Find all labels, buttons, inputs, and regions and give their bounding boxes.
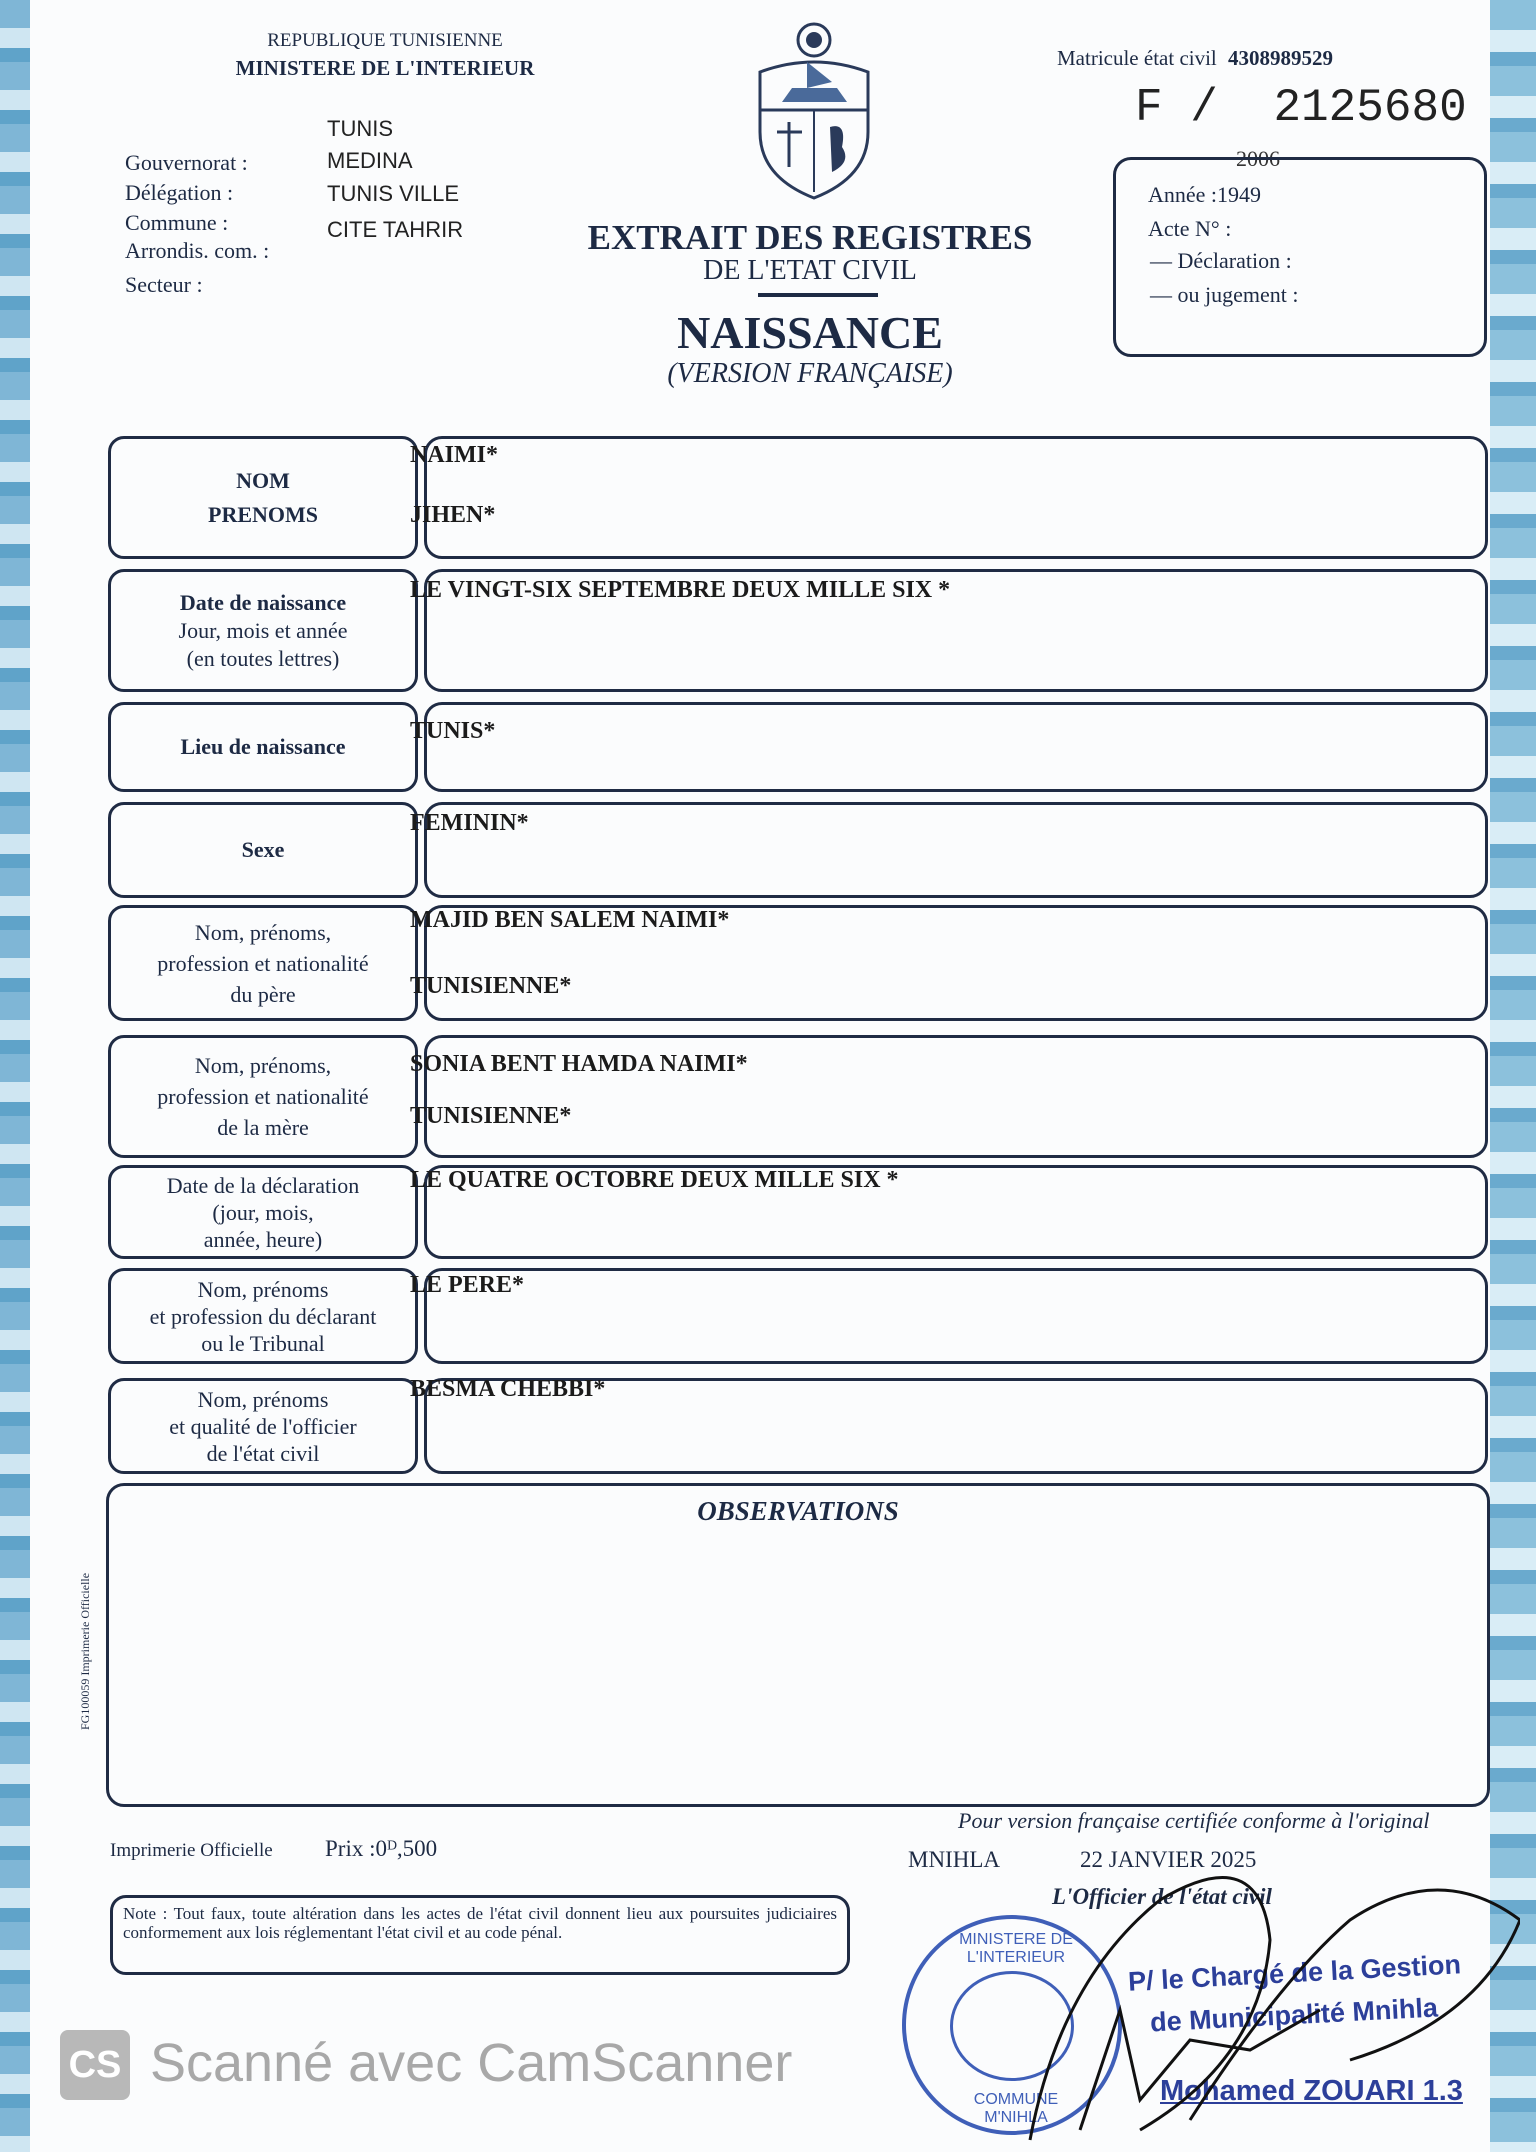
gouvernorat-label: Gouvernorat :: [125, 150, 248, 175]
acte-label: Acte N° :: [1148, 216, 1232, 241]
officer-value: BESMA CHEBBI*: [410, 1376, 606, 1402]
annee-label: Année :: [1148, 182, 1218, 207]
row-field: [424, 1268, 1488, 1364]
right-decorative-border: [1490, 0, 1536, 2152]
row-label: Nom, prénoms et qualité de l'officier de l'état civil: [108, 1378, 418, 1474]
nom-value: NAIMI*: [410, 442, 498, 468]
row-officer: [108, 1378, 1488, 1474]
birth-date-value: LE VINGT-SIX SEPTEMBRE DEUX MILLE SIX *: [410, 577, 951, 603]
document-title: EXTRAIT DES REGISTRES: [587, 218, 1033, 257]
signatory-title-1: P/ le Chargé de la Gestion: [1127, 1949, 1462, 1997]
delegation-label: Délégation :: [125, 180, 234, 205]
serial-number: [1135, 82, 1467, 134]
gouvernorat-value: TUNIS: [327, 116, 393, 141]
row-label: Lieu de naissance: [108, 702, 418, 792]
row-label: NOM PRENOMS: [108, 436, 418, 559]
legal-note: Note : Tout faux, toute altération dans les actes de l'état civil donnent lieu aux poursuites judiciaires conformement aux lois réglementant l'état civil et au code pénal.: [110, 1895, 850, 1975]
row-declarant: [108, 1268, 1488, 1364]
mother-name-value: SONIA BENT HAMDA NAIMI*: [410, 1051, 748, 1077]
row-label-title: Date de naissance: [179, 589, 347, 615]
jugement-label: — ou jugement :: [1150, 282, 1299, 307]
father-nationality-value: TUNISIENNE*: [410, 973, 572, 999]
declarant-value: LE PERE*: [410, 1272, 525, 1298]
row-label-sub: Jour, mois et année (en toutes lettres): [178, 617, 348, 671]
row-field: [424, 436, 1488, 559]
act-type-title: NAISSANCE: [677, 307, 943, 358]
row-label: Sexe: [108, 802, 418, 898]
place-label: MNIHLA: [908, 1847, 1000, 1872]
document-subtitle: DE L'ETAT CIVIL: [703, 255, 917, 286]
date-label: 22 JANVIER 2025: [1080, 1847, 1257, 1872]
acte-box: [1113, 157, 1487, 357]
birth-place-value: TUNIS*: [410, 718, 496, 744]
prenom-value: JIHEN*: [410, 502, 496, 528]
serial-prefix: F /: [1135, 82, 1218, 134]
stamp-bottom-text: COMMUNE M'NIHLA: [973, 2091, 1059, 2126]
mother-nationality-value: TUNISIENNE*: [410, 1103, 572, 1129]
camscanner-watermark: Scanné avec CamScanner: [150, 2033, 793, 2093]
side-printer-code: FG100059 Imprimerie Officielle: [78, 1572, 92, 1730]
annee-value: 1949: [1217, 182, 1262, 207]
row-label: Nom, prénoms et profession du déclarant ou le Tribunal: [108, 1268, 418, 1364]
sex-value: FEMININ*: [410, 810, 529, 836]
arrondis-label: Arrondis. com. :: [125, 238, 270, 263]
ministry-heading: MINISTERE DE L'INTERIEUR: [235, 56, 535, 80]
commune-value: TUNIS VILLE: [327, 181, 460, 206]
father-name-value: MAJID BEN SALEM NAIMI*: [410, 907, 730, 933]
observations-title: OBSERVATIONS: [697, 1496, 899, 1526]
row-father: [108, 905, 1488, 1021]
left-decorative-border: [0, 0, 30, 2152]
title-divider: [758, 293, 878, 297]
row-declaration-date: [108, 1165, 1488, 1259]
signatory-name: Mohamed ZOUARI 1.3: [1160, 2075, 1463, 2107]
serial-value: 2125680: [1273, 82, 1467, 134]
printer-label: Imprimerie Officielle: [110, 1840, 273, 1861]
certified-note: Pour version française certifiée conforme à l'original: [958, 1808, 1430, 1833]
row-mother: [108, 1035, 1488, 1158]
secteur-label: Secteur :: [125, 272, 203, 297]
row-birth-date: [108, 569, 1488, 692]
delegation-value: MEDINA: [327, 148, 413, 173]
arrondis-value: CITE TAHRIR: [327, 217, 464, 242]
matricule: [1057, 46, 1333, 71]
declaration-label: — Déclaration :: [1150, 248, 1292, 273]
row-label: Nom, prénoms, profession et nationalité du père: [108, 905, 418, 1021]
version-label: (VERSION FRANÇAISE): [667, 358, 953, 389]
row-label: Date de la déclaration (jour, mois, année, heure): [108, 1165, 418, 1259]
price-label: Prix :0ᴰ,500: [325, 1836, 438, 1861]
republic-heading: REPUBLIQUE TUNISIENNE: [267, 30, 503, 51]
row-birth-place: [108, 702, 1488, 792]
row-name: [108, 436, 1488, 559]
declaration-date-value: LE QUATRE OCTOBRE DEUX MILLE SIX *: [410, 1167, 899, 1193]
acte-year-top: 2006: [1236, 146, 1280, 171]
stamp-top-text: MINISTERE DE L'INTERIEUR: [959, 1931, 1073, 1966]
officer-title: L'Officier de l'état civil: [1052, 1884, 1272, 1909]
matricule-label: Matricule état civil: [1057, 46, 1217, 70]
row-label: Nom, prénoms, profession et nationalité de la mère: [108, 1035, 418, 1158]
camscanner-logo-icon: CS: [60, 2030, 130, 2100]
row-field: [424, 702, 1488, 792]
matricule-value: 4308989529: [1228, 46, 1334, 70]
commune-label: Commune :: [125, 210, 229, 235]
row-label: [108, 569, 418, 692]
signatory-title-2: de Municipalité Mnihla: [1149, 1992, 1439, 2038]
signature-scribble-icon: [1020, 1860, 1520, 2150]
row-sex: [108, 802, 1488, 898]
tunisia-emblem-icon: [752, 22, 876, 200]
row-field: [424, 802, 1488, 898]
observations-box: [106, 1483, 1490, 1807]
